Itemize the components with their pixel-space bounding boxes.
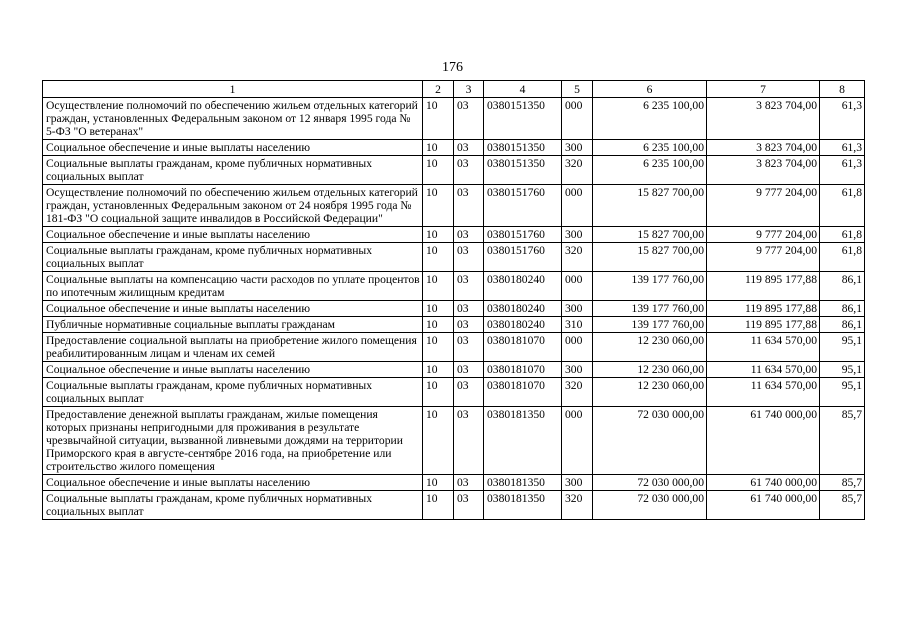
subsection-code-cell: 03 [454,156,484,185]
subsection-code-cell: 03 [454,333,484,362]
planned-amount-cell: 6 235 100,00 [593,156,707,185]
expense-type-cell: 000 [562,185,593,227]
expense-type-cell: 000 [562,333,593,362]
section-code-cell: 10 [423,317,454,333]
table-body [43,98,865,520]
expense-type-cell: 000 [562,407,593,475]
subsection-code-cell: 03 [454,362,484,378]
expense-type-cell: 310 [562,317,593,333]
header-col-5: 5 [562,81,593,98]
target-article-cell: 0380181350 [484,491,562,520]
table-row [43,333,865,362]
percent-executed-cell: 61,8 [820,243,865,272]
expense-name-cell: Социальное обеспечение и иные выплаты населению [43,362,423,378]
executed-amount-cell: 11 634 570,00 [707,378,820,407]
executed-amount-cell: 61 740 000,00 [707,475,820,491]
expense-type-cell: 300 [562,301,593,317]
expense-type-cell: 320 [562,378,593,407]
executed-amount-cell: 11 634 570,00 [707,333,820,362]
header-col-7: 7 [707,81,820,98]
expense-type-cell: 300 [562,475,593,491]
planned-amount-cell: 12 230 060,00 [593,362,707,378]
percent-executed-cell: 61,8 [820,227,865,243]
planned-amount-cell: 15 827 700,00 [593,227,707,243]
section-code-cell: 10 [423,227,454,243]
expense-name-cell: Социальные выплаты гражданам, кроме публичных нормативных социальных выплат [43,491,423,520]
executed-amount-cell: 119 895 177,88 [707,272,820,301]
target-article-cell: 0380151760 [484,227,562,243]
table-row [43,156,865,185]
planned-amount-cell: 6 235 100,00 [593,98,707,140]
planned-amount-cell: 139 177 760,00 [593,317,707,333]
expense-name-cell: Социальные выплаты гражданам, кроме публичных нормативных социальных выплат [43,243,423,272]
section-code-cell: 10 [423,272,454,301]
expense-name-cell: Социальные выплаты на компенсацию части расходов по уплате процентов по ипотечным жилищным кредитам [43,272,423,301]
header-row [43,81,865,98]
expense-type-cell: 000 [562,98,593,140]
percent-executed-cell: 61,8 [820,185,865,227]
table-row [43,407,865,475]
planned-amount-cell: 15 827 700,00 [593,185,707,227]
table-row [43,362,865,378]
target-article-cell: 0380180240 [484,317,562,333]
executed-amount-cell: 3 823 704,00 [707,98,820,140]
subsection-code-cell: 03 [454,378,484,407]
target-article-cell: 0380151350 [484,140,562,156]
table-row [43,243,865,272]
subsection-code-cell: 03 [454,140,484,156]
subsection-code-cell: 03 [454,243,484,272]
section-code-cell: 10 [423,407,454,475]
percent-executed-cell: 85,7 [820,407,865,475]
executed-amount-cell: 9 777 204,00 [707,243,820,272]
planned-amount-cell: 12 230 060,00 [593,378,707,407]
expense-type-cell: 300 [562,227,593,243]
percent-executed-cell: 95,1 [820,378,865,407]
percent-executed-cell: 86,1 [820,301,865,317]
percent-executed-cell: 86,1 [820,317,865,333]
target-article-cell: 0380181070 [484,378,562,407]
expense-name-cell: Социальные выплаты гражданам, кроме публичных нормативных социальных выплат [43,156,423,185]
percent-executed-cell: 61,3 [820,98,865,140]
percent-executed-cell: 61,3 [820,140,865,156]
percent-executed-cell: 86,1 [820,272,865,301]
header-col-4: 4 [484,81,562,98]
table-row [43,475,865,491]
expense-name-cell: Социальное обеспечение и иные выплаты населению [43,227,423,243]
planned-amount-cell: 6 235 100,00 [593,140,707,156]
subsection-code-cell: 03 [454,98,484,140]
header-col-1: 1 [43,81,423,98]
subsection-code-cell: 03 [454,491,484,520]
target-article-cell: 0380151760 [484,243,562,272]
expense-type-cell: 300 [562,140,593,156]
executed-amount-cell: 3 823 704,00 [707,156,820,185]
subsection-code-cell: 03 [454,407,484,475]
expense-type-cell: 320 [562,491,593,520]
executed-amount-cell: 61 740 000,00 [707,491,820,520]
table-row [43,98,865,140]
executed-amount-cell: 9 777 204,00 [707,227,820,243]
planned-amount-cell: 15 827 700,00 [593,243,707,272]
section-code-cell: 10 [423,185,454,227]
table-row [43,491,865,520]
subsection-code-cell: 03 [454,317,484,333]
budget-table [42,80,865,520]
target-article-cell: 0380181070 [484,362,562,378]
target-article-cell: 0380151760 [484,185,562,227]
expense-type-cell: 320 [562,243,593,272]
target-article-cell: 0380180240 [484,272,562,301]
table-header [43,81,865,98]
header-col-3: 3 [454,81,484,98]
expense-type-cell: 300 [562,362,593,378]
target-article-cell: 0380181350 [484,407,562,475]
expense-name-cell: Предоставление денежной выплаты гражданам, жилые помещения которых признаны непригодными для проживания в результате чрезвычайной ситуации, вызванной ливневыми дождями на территории Приморского края в августе-сентябре 2016 года, на приобретение или строительство жилого помещения [43,407,423,475]
header-col-8: 8 [820,81,865,98]
expense-name-cell: Осуществление полномочий по обеспечению жильем отдельных категорий граждан, установленных Федеральным законом от 12 января 1995 года № 5-ФЗ "О ветеранах" [43,98,423,140]
planned-amount-cell: 72 030 000,00 [593,475,707,491]
percent-executed-cell: 61,3 [820,156,865,185]
expense-name-cell: Социальное обеспечение и иные выплаты населению [43,301,423,317]
expense-name-cell: Осуществление полномочий по обеспечению жильем отдельных категорий граждан, установленных Федеральным законом от 24 ноября 1995 года № 181-ФЗ "О социальной защите инвалидов в Российской Федерации" [43,185,423,227]
section-code-cell: 10 [423,475,454,491]
executed-amount-cell: 11 634 570,00 [707,362,820,378]
section-code-cell: 10 [423,491,454,520]
executed-amount-cell: 119 895 177,88 [707,317,820,333]
table-row [43,227,865,243]
table-row [43,140,865,156]
percent-executed-cell: 85,7 [820,475,865,491]
target-article-cell: 0380180240 [484,301,562,317]
section-code-cell: 10 [423,333,454,362]
subsection-code-cell: 03 [454,272,484,301]
subsection-code-cell: 03 [454,185,484,227]
executed-amount-cell: 3 823 704,00 [707,140,820,156]
percent-executed-cell: 95,1 [820,333,865,362]
page-number: 176 [442,60,463,75]
section-code-cell: 10 [423,301,454,317]
section-code-cell: 10 [423,140,454,156]
target-article-cell: 0380181350 [484,475,562,491]
subsection-code-cell: 03 [454,301,484,317]
planned-amount-cell: 12 230 060,00 [593,333,707,362]
subsection-code-cell: 03 [454,227,484,243]
table-row [43,317,865,333]
percent-executed-cell: 85,7 [820,491,865,520]
expense-name-cell: Социальное обеспечение и иные выплаты населению [43,140,423,156]
expense-type-cell: 000 [562,272,593,301]
expense-type-cell: 320 [562,156,593,185]
section-code-cell: 10 [423,243,454,272]
planned-amount-cell: 72 030 000,00 [593,491,707,520]
section-code-cell: 10 [423,156,454,185]
planned-amount-cell: 72 030 000,00 [593,407,707,475]
executed-amount-cell: 61 740 000,00 [707,407,820,475]
table-row [43,185,865,227]
expense-name-cell: Предоставление социальной выплаты на приобретение жилого помещения реабилитированным лицам и членам их семей [43,333,423,362]
expense-name-cell: Публичные нормативные социальные выплаты гражданам [43,317,423,333]
planned-amount-cell: 139 177 760,00 [593,301,707,317]
section-code-cell: 10 [423,378,454,407]
table-row [43,378,865,407]
table-row [43,272,865,301]
header-col-6: 6 [593,81,707,98]
percent-executed-cell: 95,1 [820,362,865,378]
target-article-cell: 0380151350 [484,156,562,185]
subsection-code-cell: 03 [454,475,484,491]
target-article-cell: 0380151350 [484,98,562,140]
target-article-cell: 0380181070 [484,333,562,362]
planned-amount-cell: 139 177 760,00 [593,272,707,301]
expense-name-cell: Социальное обеспечение и иные выплаты населению [43,475,423,491]
section-code-cell: 10 [423,98,454,140]
table-row [43,301,865,317]
header-col-2: 2 [423,81,454,98]
executed-amount-cell: 9 777 204,00 [707,185,820,227]
expense-name-cell: Социальные выплаты гражданам, кроме публичных нормативных социальных выплат [43,378,423,407]
executed-amount-cell: 119 895 177,88 [707,301,820,317]
section-code-cell: 10 [423,362,454,378]
